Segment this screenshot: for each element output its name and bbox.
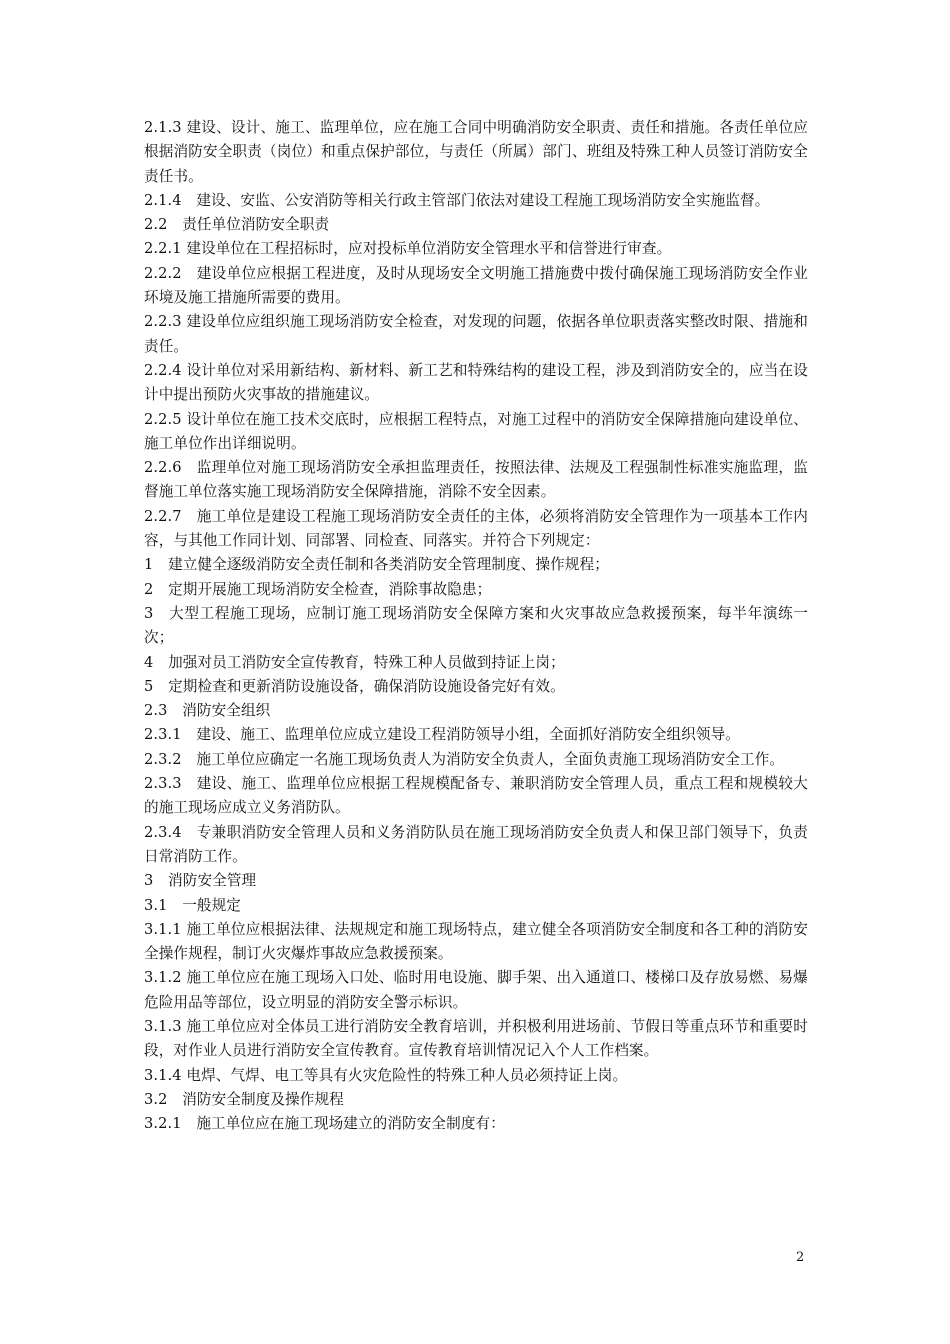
paragraph-2-2-6: 2.2.6 监理单位对施工现场消防安全承担监理责任，按照法律、法规及工程强制性标准实施监理，监督施工单位落实施工现场消防安全保障措施，消除不安全因素。	[144, 459, 808, 501]
list-item-4: 4 加强对员工消防安全宣传教育，特殊工种人员做到持证上岗；	[144, 653, 565, 671]
paragraph-2-2-3: 2.2.3 建设单位应组织施工现场消防安全检查，对发现的问题，依据各单位职责落实整改时限、措施和责任。	[144, 313, 808, 355]
section-heading-2-3: 2.3 消防安全组织	[144, 702, 271, 720]
paragraph-2-1-4: 2.1.4 建设、安监、公安消防等相关行政主管部门依法对建设工程施工现场消防安全实施监督。	[144, 191, 770, 209]
paragraph-2-2-7: 2.2.7 施工单位是建设工程施工现场消防安全责任的主体，必须将消防安全管理作为一项基本工作内容，与其他工作同计划、同部署、同检查、同落实。并符合下列规定：	[144, 507, 808, 550]
paragraph-3-1-4: 3.1.4 电焊、气焊、电工等具有火灾危险性的特殊工种人员必须持证上岗。	[144, 1066, 628, 1084]
list-item-2: 2 定期开展施工现场消防安全检查，消除事故隐患；	[144, 580, 492, 598]
section-heading-2-2: 2.2 责任单位消防安全职责	[144, 216, 330, 234]
paragraph-2-2-4: 2.2.4 设计单位对采用新结构、新材料、新工艺和特殊结构的建设工程，涉及到消防安全的，应当在设计中提出预防火灾事故的措施建议。	[144, 361, 808, 404]
paragraph-2-3-3: 2.3.3 建设、施工、监理单位应根据工程规模配备专、兼职消防安全管理人员，重点工程和规模较大的施工现场应成立义务消防队。	[144, 775, 808, 817]
paragraph-3-2-1: 3.2.1 施工单位应在施工现场建立的消防安全制度有：	[144, 1115, 505, 1133]
paragraph-2-2-2: 2.2.2 建设单位应根据工程进度，及时从现场安全文明施工措施费中拨付确保施工现场消防安全作业环境及施工措施所需要的费用。	[144, 264, 808, 307]
paragraph-2-1-3: 2.1.3 建设、设计、施工、监理单位，应在施工合同中明确消防安全职责、责任和措施。各责任单位应根据消防安全职责（岗位）和重点保护部位，与责任（所属）部门、班组及特殊工种人员签订消防安全责任书。	[144, 119, 808, 185]
list-item-1: 1 建立健全逐级消防安全责任制和各类消防安全管理制度、操作规程；	[144, 556, 609, 574]
page-number: 2	[796, 1250, 805, 1265]
paragraph-2-3-2: 2.3.2 施工单位应确定一名施工现场负责人为消防安全负责人，全面负责施工现场消防安全工作。	[144, 750, 785, 768]
paragraph-2-2-1: 2.2.1 建设单位在工程招标时，应对投标单位消防安全管理水平和信誉进行审查。	[144, 240, 672, 258]
paragraph-3-1-1: 3.1.1 施工单位应根据法律、法规规定和施工现场特点，建立健全各项消防安全制度和各工种的消防安全操作规程，制订火灾爆炸事故应急救援预案。	[144, 920, 808, 963]
paragraph-3-1-3: 3.1.3 施工单位应对全体员工进行消防安全教育培训，并积极利用进场前、节假日等重点环节和重要时段，对作业人员进行消防安全宣传教育。宣传教育培训情况记入个人工作档案。	[144, 1017, 808, 1060]
list-item-5: 5 定期检查和更新消防设施设备，确保消防设施设备完好有效。	[144, 677, 565, 695]
paragraph-2-2-5: 2.2.5 设计单位在施工技术交底时，应根据工程特点，对施工过程中的消防安全保障措施向建设单位、施工单位作出详细说明。	[144, 410, 808, 452]
chapter-heading-3: 3 消防安全管理	[144, 872, 257, 890]
section-heading-3-1: 3.1 一般规定	[144, 896, 241, 914]
paragraph-2-3-4: 2.3.4 专兼职消防安全管理人员和义务消防队员在施工现场消防安全负责人和保卫部门领导下，负责日常消防工作。	[144, 823, 808, 865]
section-heading-3-2: 3.2 消防安全制度及操作规程	[144, 1090, 344, 1108]
document-body	[144, 116, 808, 1136]
list-item-3: 3 大型工程施工现场，应制订施工现场消防安全保障方案和火灾事故应急救援预案，每半年演练一次；	[144, 604, 808, 647]
paragraph-3-1-2: 3.1.2 施工单位应在施工现场入口处、临时用电设施、脚手架、出入通道口、楼梯口及存放易燃、易爆危险用品等部位，设立明显的消防安全警示标识。	[144, 969, 808, 1011]
paragraph-2-3-1: 2.3.1 建设、施工、监理单位应成立建设工程消防领导小组，全面抓好消防安全组织领导。	[144, 726, 740, 744]
